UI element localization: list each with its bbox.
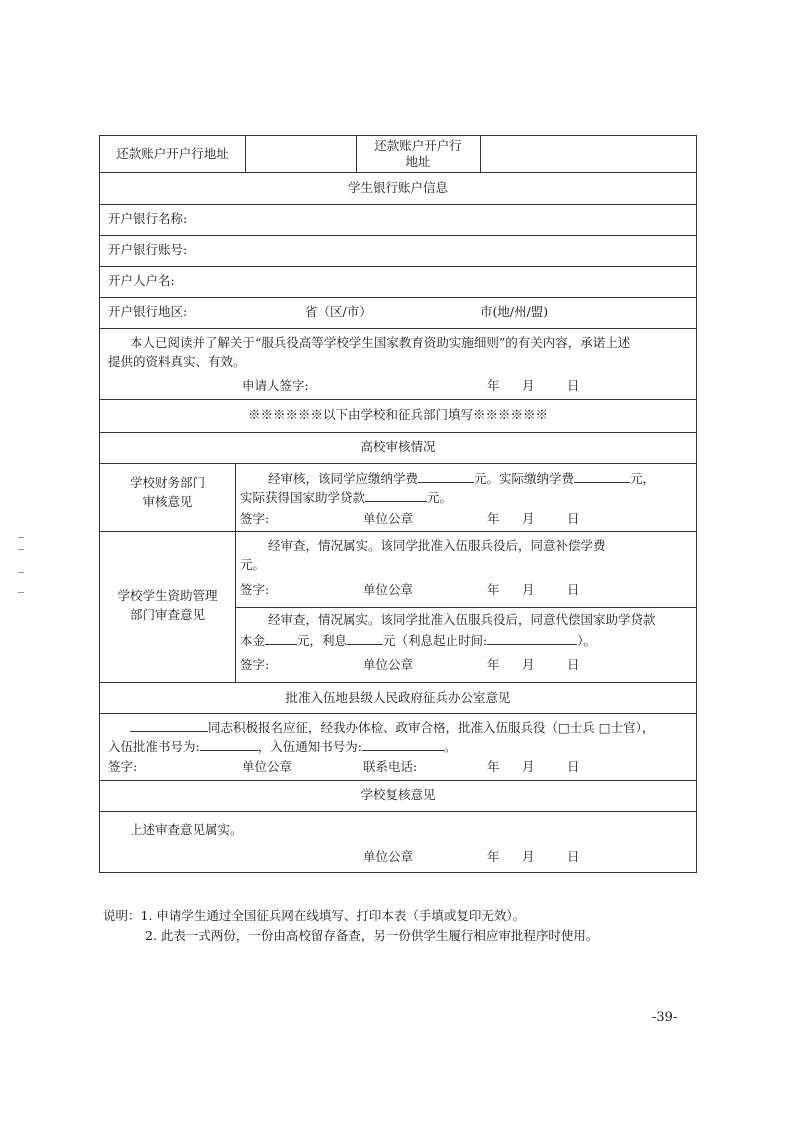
scan-mark [18, 592, 24, 593]
finance-dept-label-2: 审核意见 [142, 494, 193, 509]
aid-review-b-line-2: 本金 元，利息 元（利息起止时间: ）。 [240, 633, 597, 648]
aid-dept-label-2: 部门审查意见 [129, 607, 205, 622]
enlistment-phone-label: 联系电话: [363, 759, 418, 774]
enlistment-line-2: 入伍批准书号为: ，入伍通知书号为: 。 [108, 739, 457, 754]
recheck-date-month: 月 [522, 849, 535, 864]
enlistment-date-year: 年 [487, 759, 500, 774]
aid-b-date-year: 年 [487, 657, 500, 672]
aid-b-date-month: 月 [522, 657, 535, 672]
scan-mark [18, 537, 24, 538]
school-review-title: 高校审核情况 [360, 439, 436, 454]
date-day: 日 [567, 378, 580, 393]
finance-review-line-1: 经审核，该同学应缴纳学费 元。实际缴纳学费 元， [268, 471, 656, 486]
finance-seal-label: 单位公章 [363, 511, 414, 526]
recheck-seal-label: 单位公章 [363, 849, 414, 864]
finance-sign-label: 签字: [240, 511, 270, 526]
approval-number-field[interactable] [200, 737, 258, 751]
aid-review-a-line-1: 经审查，情况属实。该同学批准入伍服兵役后，同意补偿学费 [268, 538, 606, 553]
enlistment-line-1: 同志积极报名应征，经我办体检、政审合格，批准入伍服兵役（□士兵 □士官）， [130, 718, 654, 736]
date-month: 月 [522, 378, 535, 393]
enlistment-date-month: 月 [522, 759, 535, 774]
repay-bank-address-field-2[interactable] [480, 136, 696, 172]
repay-bank-address-label: 还款账户开户行地址 [116, 146, 229, 161]
finance-date-day: 日 [567, 511, 580, 526]
interest-period-field[interactable] [487, 631, 577, 645]
aid-review-a-line-2: 元。 [240, 557, 266, 572]
enlistment-seal-label: 单位公章 [242, 759, 293, 774]
aid-a-seal-label: 单位公章 [363, 582, 414, 597]
aid-b-sign-label: 签字: [240, 657, 270, 672]
principal-field[interactable] [265, 631, 297, 645]
bank-section-title: 学生银行账户信息 [347, 180, 448, 195]
aid-b-seal-label: 单位公章 [363, 657, 414, 672]
school-fill-divider: ※※※※※※以下由学校和征兵部门填写※※※※※※ [247, 407, 548, 422]
repay-bank-address-field[interactable] [245, 136, 356, 172]
interest-field[interactable] [347, 631, 383, 645]
declaration-line-2: 提供的资料真实、有效。 [108, 354, 246, 369]
aid-a-sign-label: 签字: [240, 582, 270, 597]
repay-bank-address-label-2: 还款账户开户行 [374, 138, 462, 153]
page-number: -39- [652, 1010, 678, 1025]
aid-review-b-line-1: 经审查，情况属实。该同学批准入伍服兵役后，同意代偿国家助学贷款 [268, 612, 656, 627]
date-year: 年 [487, 378, 500, 393]
finance-date-month: 月 [522, 511, 535, 526]
enlistee-name-field[interactable] [130, 718, 208, 732]
bank-name-label: 开户银行名称: [108, 211, 188, 226]
note-1: 说明：1. 申请学生通过全国征兵网在线填写、打印本表（手填或复印无效）。 [103, 908, 526, 923]
province-label: 省（区/市） [305, 304, 372, 319]
finance-review-line-2: 实际获得国家助学贷款 元。 [240, 490, 453, 505]
loan-amount-field[interactable] [365, 488, 427, 502]
recheck-text: 上述审查意见属实。 [130, 822, 243, 837]
aid-a-date-day: 日 [567, 582, 580, 597]
aid-b-date-day: 日 [567, 657, 580, 672]
account-number-label: 开户银行账号: [108, 242, 188, 257]
enlistment-date-day: 日 [567, 759, 580, 774]
note-2: 2. 此表一式两份，一份由高校留存备查，另一份供学生履行相应审批程序时使用。 [145, 928, 599, 943]
aid-a-date-year: 年 [487, 582, 500, 597]
notice-number-field[interactable] [362, 737, 444, 751]
enlistment-sign-label: 签字: [108, 759, 138, 774]
tuition-due-field[interactable] [418, 469, 474, 483]
finance-dept-label: 学校财务部门 [129, 475, 205, 490]
scan-mark [18, 572, 24, 573]
enlistment-title: 批准入伍地县级人民政府征兵办公室意见 [285, 690, 511, 705]
recheck-date-year: 年 [487, 849, 500, 864]
tuition-paid-field[interactable] [574, 469, 630, 483]
aid-a-date-month: 月 [522, 582, 535, 597]
city-label: 市(地/州/盟) [480, 304, 549, 319]
account-holder-label: 开户人户名: [108, 273, 175, 288]
finance-date-year: 年 [487, 511, 500, 526]
applicant-signature-label: 申请人签字: [242, 378, 309, 393]
bank-region-label: 开户银行地区: [108, 304, 188, 319]
scan-mark [18, 549, 24, 550]
recheck-title: 学校复核意见 [360, 787, 436, 802]
application-form-table [99, 135, 697, 873]
form-notes [103, 906, 598, 946]
recheck-date-day: 日 [567, 849, 580, 864]
repay-bank-address-label-2b: 地址 [405, 154, 431, 169]
declaration-line-1: 本人已阅读并了解关于“服兵役高等学校学生国家教育资助实施细则”的有关内容，承诺上述 [130, 335, 631, 350]
aid-dept-label: 学校学生资助管理 [117, 588, 218, 603]
